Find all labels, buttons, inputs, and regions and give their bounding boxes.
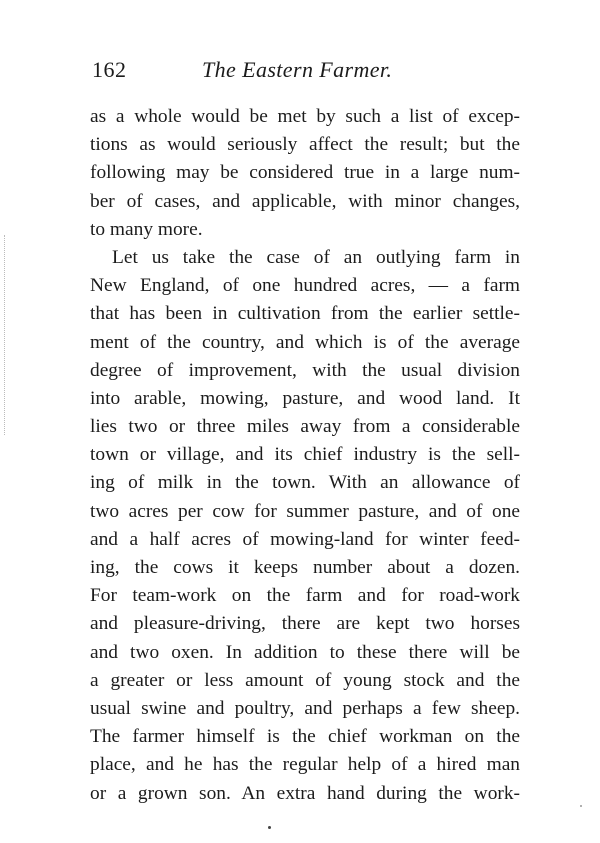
page-header [92,57,522,87]
text-line: that has been in cultivation from the earlier settle- [90,303,520,325]
text-line: a greater or less amount of young stock and the [90,669,520,691]
text-line: following may be considered true in a large num- [90,162,520,184]
running-title: The Eastern Farmer. [202,57,393,82]
page-number: 162 [92,57,127,82]
text-line: and a half acres of mowing-land for winter feed- [90,528,520,550]
text-line: town or village, and its chief industry is the sell- [90,444,520,466]
text-line: degree of improvement, with the usual division [90,359,520,381]
text-line: place, and he has the regular help of a hired man [90,754,520,776]
text-line: as a whole would be met by such a list of excep- [90,106,520,127]
text-line: ing, the cows it keeps number about a dozen. [90,557,520,578]
paragraph-1 [90,103,520,244]
paragraph-2 [90,244,520,808]
text-line: usual swine and poultry, and perhaps a few sheep. [90,697,520,719]
text-line: New England, of one hundred acres, — a farm [90,275,520,297]
body-text [90,103,520,808]
text-line: The farmer himself is the chief workman on the [90,726,520,748]
text-line: to many more. [90,218,203,240]
text-line: Let us take the case of an outlying farm in [112,246,520,268]
text-line: ber of cases, and applicable, with minor changes, [90,190,520,212]
ink-speck [268,826,271,829]
text-line: and pleasure-driving, there are kept two horses [90,613,520,635]
ink-speck [580,805,582,807]
text-line: ing of milk in the town. With an allowance of [90,472,520,494]
text-line: into arable, mowing, pasture, and wood land. It [90,387,520,409]
text-line: and two oxen. In addition to these there will be [90,641,520,663]
text-line: ment of the country, and which is of the average [90,331,520,353]
margin-scan-artifact [4,235,7,435]
text-line: two acres per cow for summer pasture, and of one [90,500,520,522]
text-line: tions as would seriously affect the result; but the [90,134,520,156]
text-line: lies two or three miles away from a considerable [90,416,520,438]
text-line: For team-work on the farm and for road-work [90,585,520,607]
text-line: or a grown son. An extra hand during the work- [90,782,520,804]
